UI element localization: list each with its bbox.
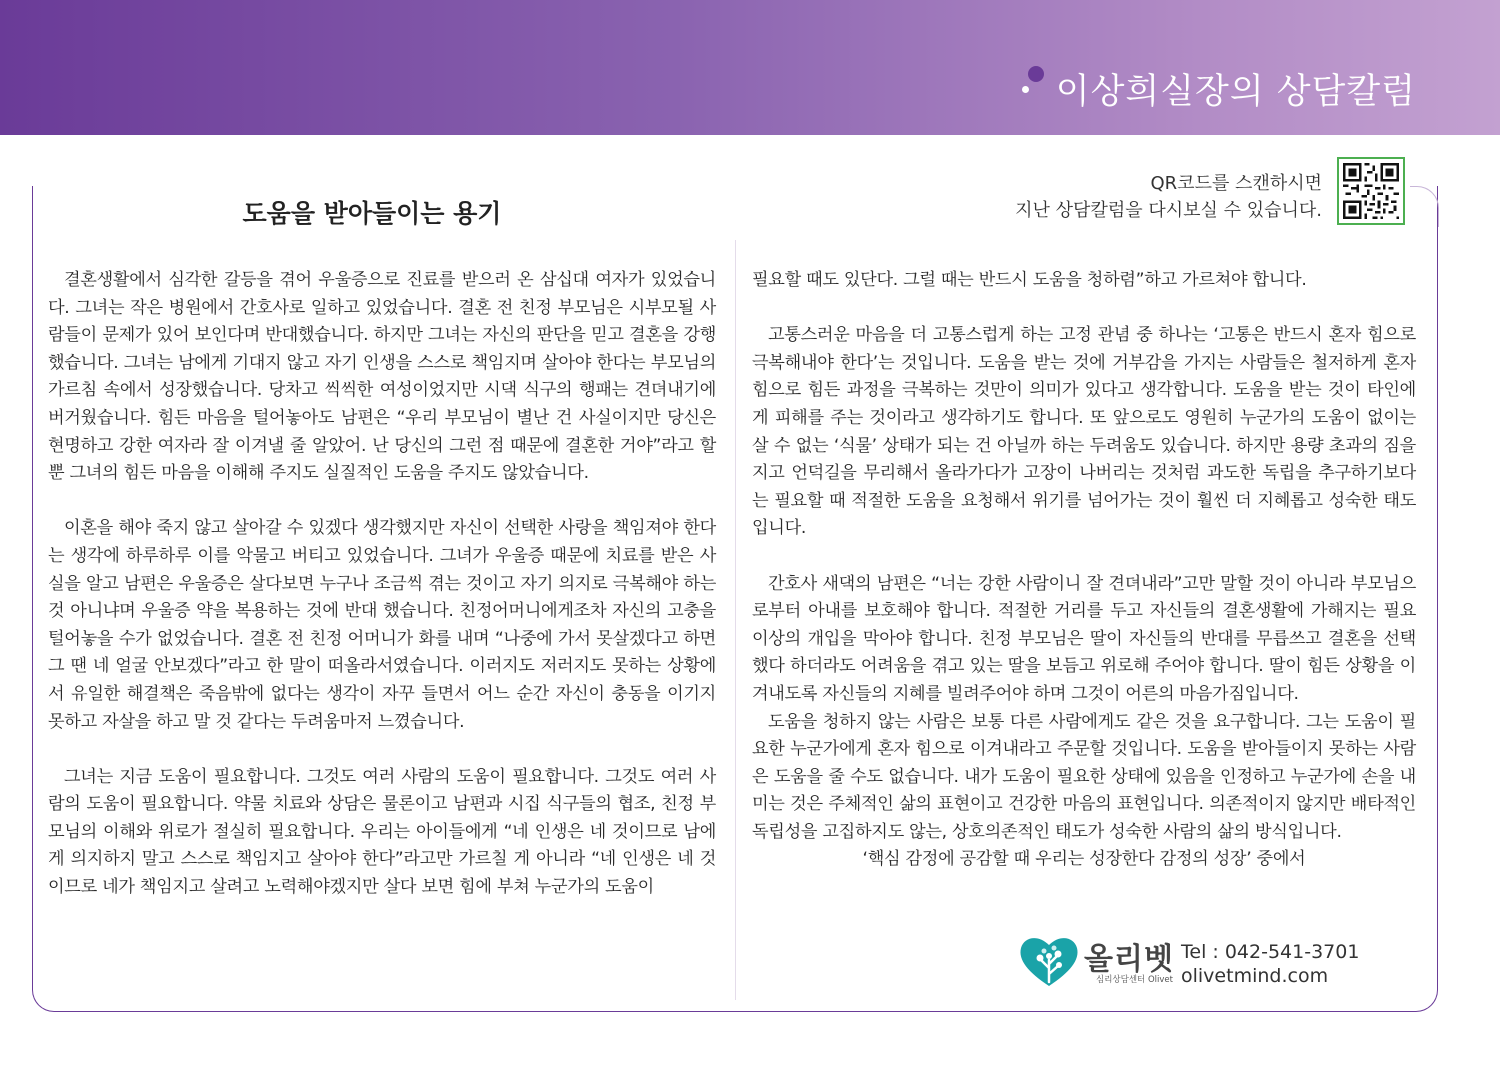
paragraph: 고통스러운 마음을 더 고통스럽게 하는 고정 관념 중 하나는 ‘고통은 반드시 혼자 힘으로 극복해내야 한다’는 것입니다. 도움을 받는 것에 거부감을 가지는 사람들은 철저하게 혼자 힘으로 힘든 과정을 극복하는 것만이 의미가 있다고 생각합니다. 도움을 받는 것이 타인에게 피해를 주는 것이라고 생각하기도 합니다. 또 앞으로도 영원히 누군가의 도움이 없이는 살 수 없는 ‘식물’ 상태가 되는 건 아닐까 하는 두려움도 있습니다. 하지만 용량 초과의 짐을 지고 언덕길을 무리해서 올라가다가 고장이 나버리는 것처럼 과도한 독립을 추구하기보다는 필요할 때 적절한 도움을 요청해서 위기를 넘어가는 것이 훨씬 더 지혜롭고 성숙한 태도입니다. (752, 325, 1416, 539)
paragraph: 도움을 청하지 않는 사람은 보통 다른 사람에게도 같은 것을 요구합니다. 그는 도움이 필요한 누군가에게 혼자 힘으로 이겨내라고 주문할 것입니다. 도움을 받아들이지 못하는 사람은 도움을 줄 수도 없습니다. 내가 도움이 필요한 상태에 있음을 인정하고 누군가에 손을 내미는 것은 주체적인 삶의 표현이고 건강한 마음의 표현입니다. 의존적이지 않지만 배타적인 독립성을 고집하지도 않는, 상호의존적인 태도가 성숙한 사람의 삶의 방식입니다. (752, 711, 1416, 842)
telephone: Tel : 042-541-3701 (1181, 941, 1360, 963)
qr-note (1015, 170, 1322, 224)
article-column-left (48, 267, 716, 902)
source-citation: ‘핵심 감정에 공감할 때 우리는 성장한다 감정의 성장’ 중에서 (862, 849, 1306, 870)
contact-info (1181, 940, 1359, 988)
paragraph: 결혼생활에서 심각한 갈등을 겪어 우울증으로 진료를 받으러 온 삼십대 여자가 있었습니다. 그녀는 작은 병원에서 간호사로 일하고 있었습니다. 결혼 전 친정 부모님은 시부모될 사람들이 문제가 있어 보인다며 반대했습니다. 하지만 그녀는 자신의 판단을 믿고 결혼을 강행했습니다. 그녀는 남에게 기대지 않고 자기 인생을 스스로 책임지며 살아야 한다는 부모님의 가르침 속에서 성장했습니다. 당차고 씩씩한 여성이었지만 시댁 식구의 행패는 견뎌내기에 버거웠습니다. 힘든 마음을 털어놓아도 남편은 “우리 부모님이 별난 건 사실이지만 당신은 현명하고 강한 여자라 잘 이겨낼 줄 알았어. 난 당신의 그런 점 때문에 결혼한 거야”라고 할 뿐 그녀의 힘든 마음을 이해해 주지도 실질적인 도움을 주지도 않았습니다. (48, 270, 716, 484)
column-divider (735, 240, 736, 1000)
article-title: 도움을 받아들이는 용기 (242, 199, 502, 228)
decor-dot-small-icon (1022, 86, 1029, 93)
decor-dot-icon (1028, 66, 1044, 82)
brand-subtitle: 심리상담센터 Olivet (1096, 975, 1173, 985)
website-link[interactable]: olivetmind.com (1181, 965, 1329, 987)
brand-name: 올리벳 (1084, 942, 1174, 977)
paragraph: 그녀는 지금 도움이 필요합니다. 그것도 여러 사람의 도움이 필요합니다. 그것도 여러 사람의 도움이 필요합니다. 약물 치료와 상담은 물론이고 남편과 시집 식구들의 협조, 친정 부모님의 이해와 위로가 절실히 필요합니다. 우리는 아이들에게 “네 인생은 네 것이므로 남에게 의지하지 말고 스스로 책임지고 살아야 한다”라고만 가르칠 게 아니라 “네 인생은 네 것이므로 네가 책임지고 살려고 노력해야겠지만 살다 보면 힘에 부쳐 누군가의 도움이 (48, 766, 716, 898)
paragraph: 간호사 새댁의 남편은 “너는 강한 사람이니 잘 견뎌내라”고만 말할 것이 아니라 부모님으로부터 아내를 보호해야 합니다. 적절한 거리를 두고 자신들의 결혼생활에 가해지는 필요 이상의 개입을 막아야 합니다. 친정 부모님은 딸이 자신들의 반대를 무릅쓰고 결혼을 선택했다 하더라도 어려움을 겪고 있는 딸을 보듬고 위로해 주어야 합니다. 딸이 힘든 상황을 이겨내도록 자신들의 지혜를 빌려주어야 하며 그것이 어른의 마음가짐입니다. (752, 573, 1416, 704)
column-series-title: 이상희실장의 상담칼럼 (1055, 72, 1416, 112)
qr-note-line2: 지난 상담칼럼을 다시보실 수 있습니다. (1015, 200, 1322, 221)
header-banner (0, 0, 1500, 135)
paragraph: 필요할 때도 있단다. 그럴 때는 반드시 도움을 청하렴”하고 가르쳐야 합니다. (752, 270, 1307, 290)
paragraph: 이혼을 해야 죽지 않고 살아갈 수 있겠다 생각했지만 자신이 선택한 사랑을 책임져야 한다는 생각에 하루하루 이를 악물고 버티고 있었습니다. 그녀가 우울증 때문에 치료를 받은 사실을 알고 남편은 우울증은 살다보면 누구나 조금씩 겪는 것이고 자기 의지로 극복해야 하는 것 아니냐며 우울증 약을 복용하는 것에 반대 했습니다. 친정어머니에게조차 자신의 고충을 털어놓을 수가 없었습니다. 결혼 전 친정 어머니가 화를 내며 “나중에 가서 못살겠다고 하면 그 땐 네 얼굴 안보겠다”라고 한 말이 떠올라서였습니다. 이러지도 저러지도 못하는 상황에서 유일한 해결책은 죽음밖에 없다는 생각이 자꾸 들면서 어느 순간 자신이 충동을 이기지 못하고 자살을 하고 말 것 같다는 두려움마저 느꼈습니다. (48, 518, 716, 732)
qr-note-line1: QR코드를 스캔하시면 (1150, 173, 1322, 194)
heart-tree-logo-icon (1018, 932, 1080, 988)
article-column-right (752, 267, 1416, 874)
qr-code-icon[interactable] (1337, 157, 1405, 225)
